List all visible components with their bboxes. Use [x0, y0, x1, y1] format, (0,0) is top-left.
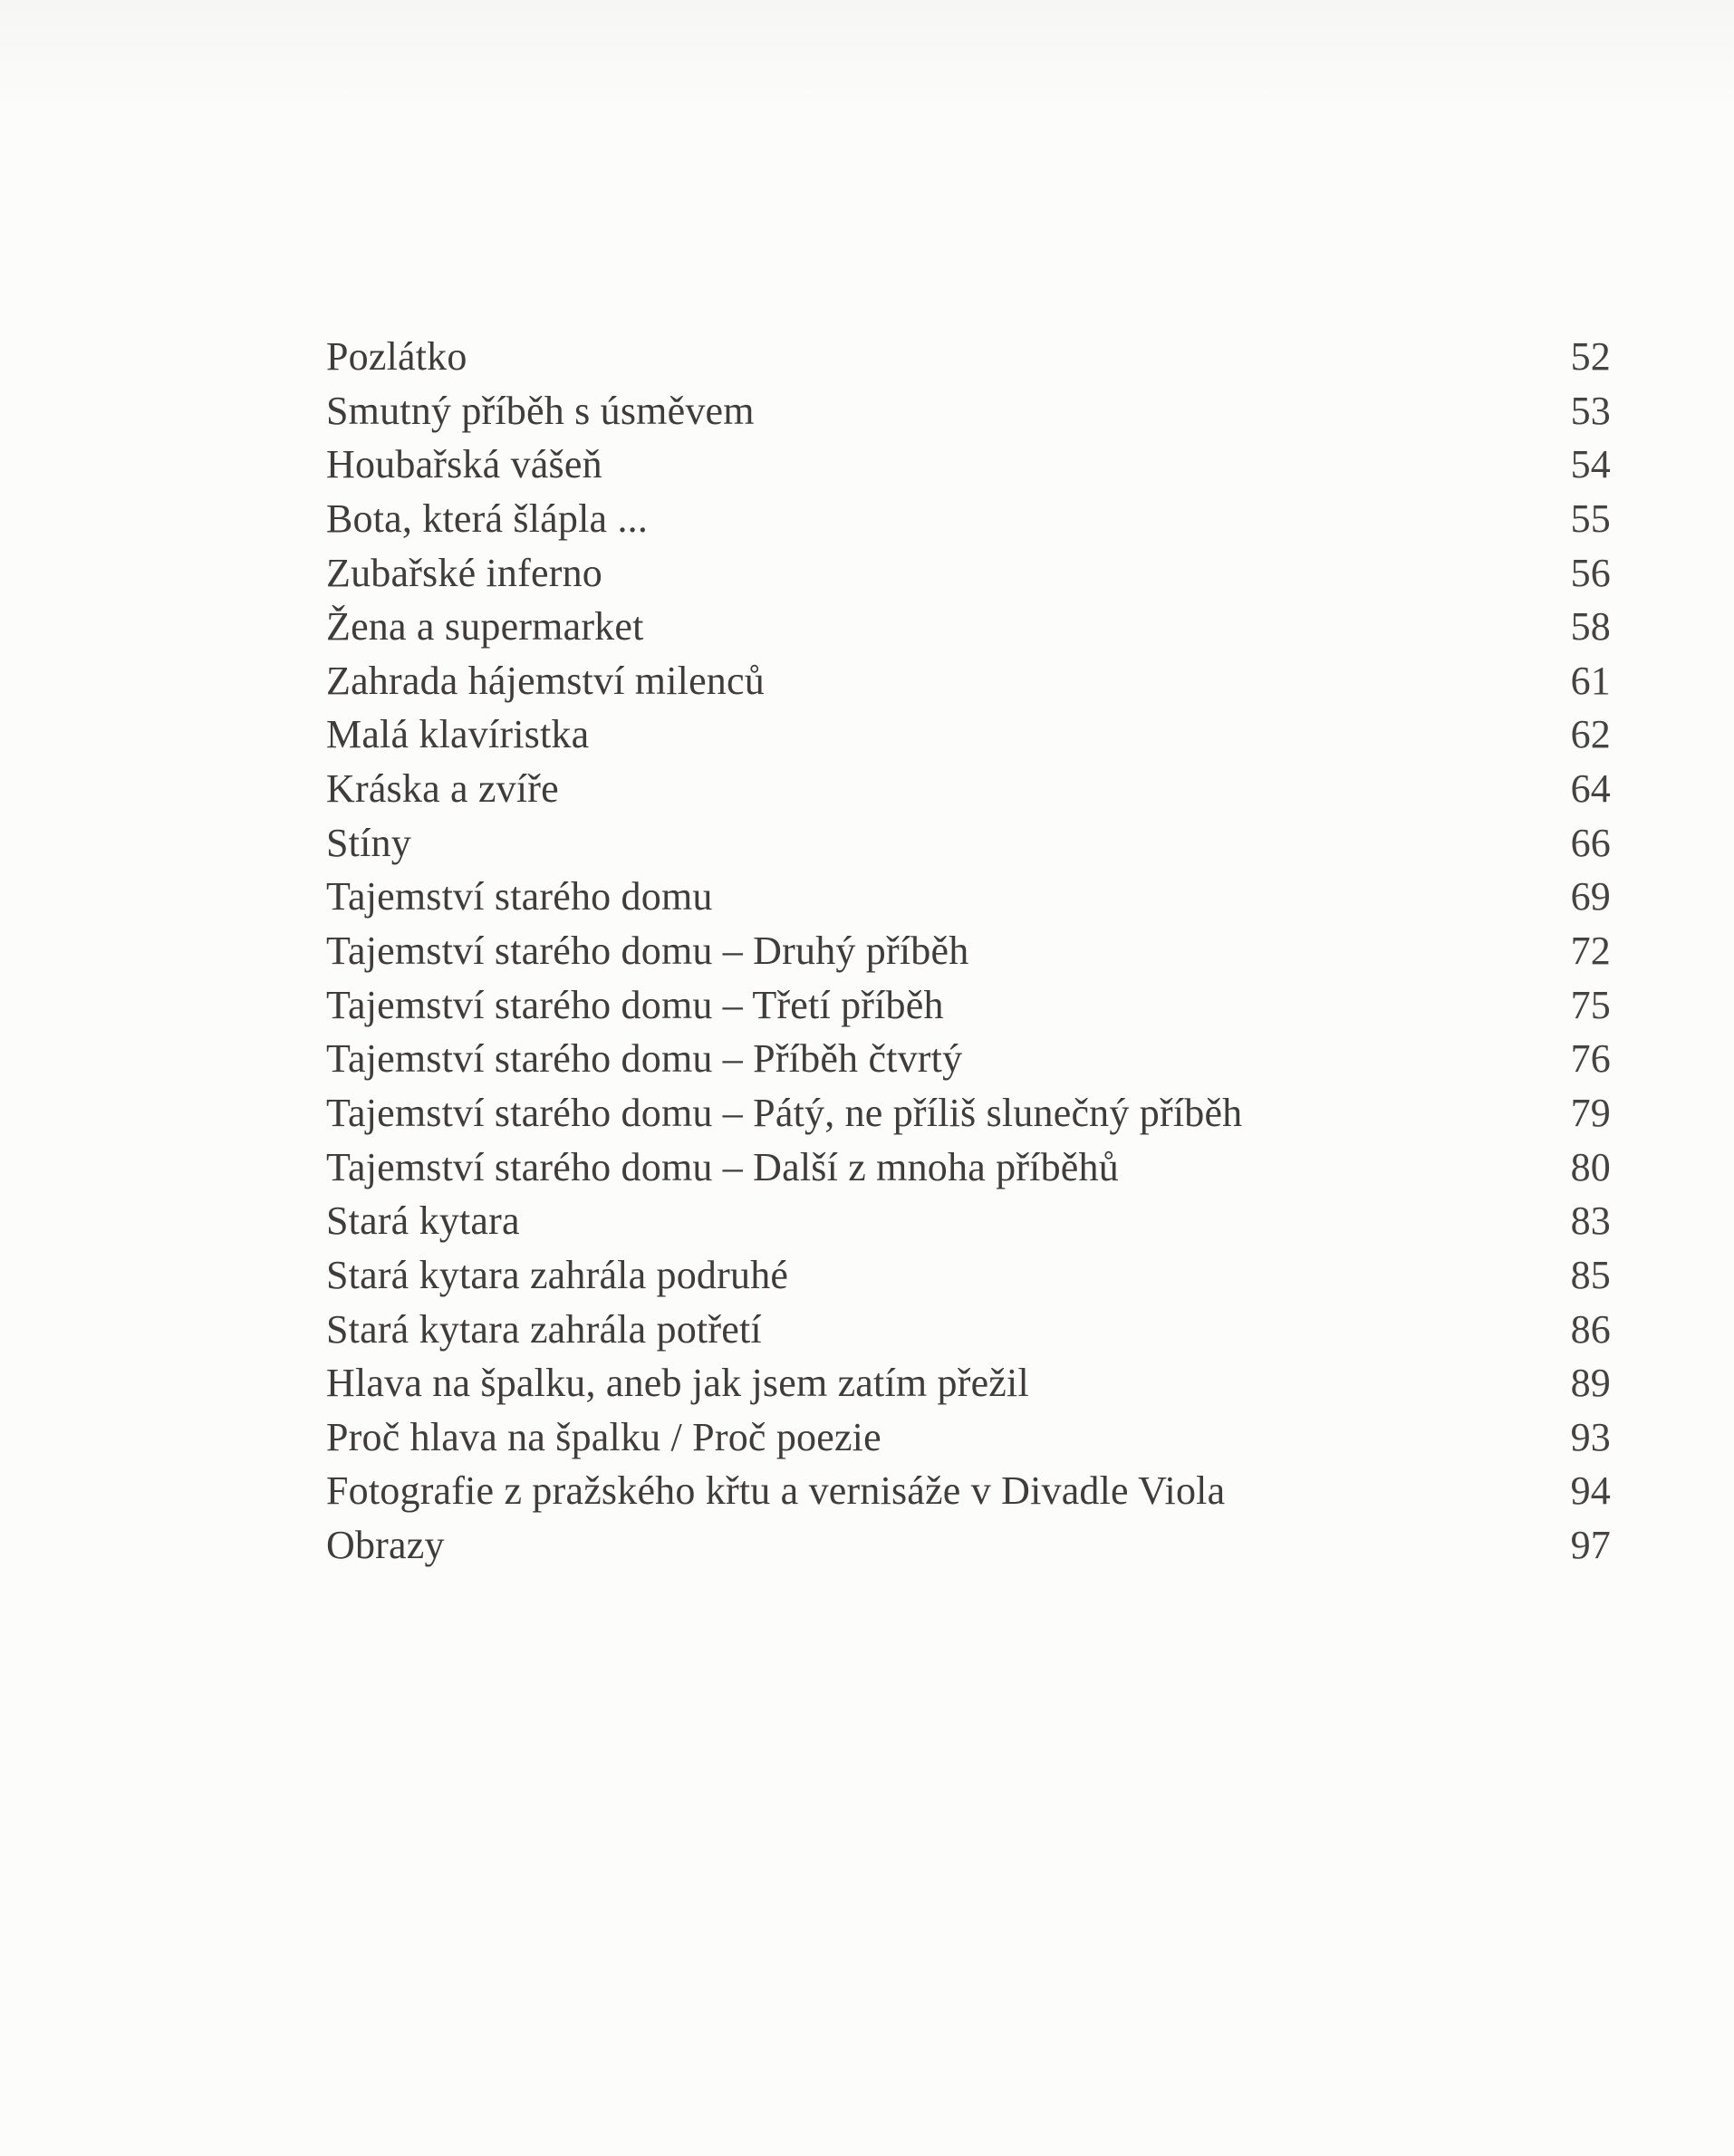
toc-entry-page-number: 56: [1570, 550, 1611, 595]
toc-entry: [326, 1303, 1611, 1357]
toc-entry: [326, 330, 1611, 384]
toc-entry: [326, 1141, 1611, 1195]
toc-entry: [326, 978, 1611, 1033]
toc-entry-title: Bota, která šlápla ...: [326, 496, 649, 541]
toc-entry: [326, 546, 1611, 601]
toc-entry: [326, 1356, 1611, 1410]
toc-entry-page-number: 75: [1570, 982, 1611, 1027]
toc-entry: [326, 1464, 1611, 1518]
toc-entry-title: Houbařská vášeň: [326, 442, 602, 487]
toc-entry: [326, 1410, 1611, 1465]
scan-texture: [0, 0, 1734, 127]
toc-entry-title: Obrazy: [326, 1523, 445, 1568]
toc-entry-title: Tajemství starého domu – Druhý příběh: [326, 929, 969, 974]
toc-entry-title: Malá klavíristka: [326, 712, 590, 757]
toc-entry: [326, 924, 1611, 978]
toc-entry-title: Kráska a zvíře: [326, 766, 559, 812]
toc-entry-title: Stará kytara: [326, 1198, 520, 1244]
toc-entry: [326, 870, 1611, 924]
toc-entry-page-number: 62: [1570, 712, 1611, 757]
toc-entry-page-number: 58: [1570, 604, 1611, 650]
toc-entry-page-number: 61: [1570, 658, 1611, 703]
toc-entry-page-number: 85: [1570, 1252, 1611, 1297]
toc-entry-page-number: 76: [1570, 1036, 1611, 1082]
toc-entry-page-number: 54: [1570, 442, 1611, 487]
toc-entry-page-number: 64: [1570, 766, 1611, 812]
toc-entry-title: Proč hlava na špalku / Proč poezie: [326, 1414, 881, 1459]
toc-entry: [326, 1248, 1611, 1303]
toc-entry-page-number: 86: [1570, 1306, 1611, 1352]
toc-entry-title: Tajemství starého domu: [326, 874, 713, 919]
toc-entry-title: Tajemství starého domu – Pátý, ne příliš slunečný příběh: [326, 1090, 1243, 1135]
table-of-contents: [326, 330, 1611, 1573]
toc-entry: [326, 600, 1611, 654]
toc-entry-page-number: 69: [1570, 874, 1611, 919]
toc-entry: [326, 1194, 1611, 1248]
toc-entry-title: Tajemství starého domu – Třetí příběh: [326, 982, 944, 1027]
toc-entry-page-number: 52: [1570, 334, 1611, 379]
toc-entry: [326, 1518, 1611, 1573]
toc-entry-title: Smutný příběh s úsměvem: [326, 388, 755, 433]
toc-entry: [326, 707, 1611, 762]
toc-entry-page-number: 89: [1570, 1361, 1611, 1406]
toc-entry-title: Zahrada hájemství milenců: [326, 658, 765, 703]
toc-entry: [326, 492, 1611, 546]
toc-entry: [326, 816, 1611, 871]
toc-entry-title: Stará kytara zahrála podruhé: [326, 1252, 789, 1297]
toc-entry-title: Hlava na špalku, aneb jak jsem zatím přežil: [326, 1361, 1029, 1406]
toc-entry: [326, 762, 1611, 816]
toc-entry: [326, 1086, 1611, 1141]
toc-entry-title: Tajemství starého domu – Další z mnoha příběhů: [326, 1144, 1119, 1189]
toc-entry-title: Stará kytara zahrála potřetí: [326, 1306, 762, 1352]
toc-entry: [326, 438, 1611, 492]
toc-entry-page-number: 97: [1570, 1523, 1611, 1568]
toc-entry-title: Fotografie z pražského křtu a vernisáže v Divadle Viola: [326, 1468, 1226, 1514]
toc-entry-title: Tajemství starého domu – Příběh čtvrtý: [326, 1036, 963, 1082]
toc-entry-page-number: 93: [1570, 1414, 1611, 1459]
toc-entry-page-number: 66: [1570, 820, 1611, 865]
toc-entry-page-number: 94: [1570, 1468, 1611, 1514]
toc-entry-page-number: 72: [1570, 929, 1611, 974]
toc-entry-title: Zubařské inferno: [326, 550, 602, 595]
toc-entry: [326, 1032, 1611, 1086]
toc-entry: [326, 384, 1611, 438]
toc-entry-title: Žena a supermarket: [326, 604, 644, 650]
toc-entry-title: Stíny: [326, 820, 411, 865]
toc-entry-page-number: 80: [1570, 1144, 1611, 1189]
toc-entry-page-number: 55: [1570, 496, 1611, 541]
toc-entry-page-number: 83: [1570, 1198, 1611, 1244]
toc-entry-page-number: 53: [1570, 388, 1611, 433]
toc-entry-title: Pozlátko: [326, 334, 467, 379]
toc-entry: [326, 654, 1611, 708]
toc-entry-page-number: 79: [1570, 1090, 1611, 1135]
